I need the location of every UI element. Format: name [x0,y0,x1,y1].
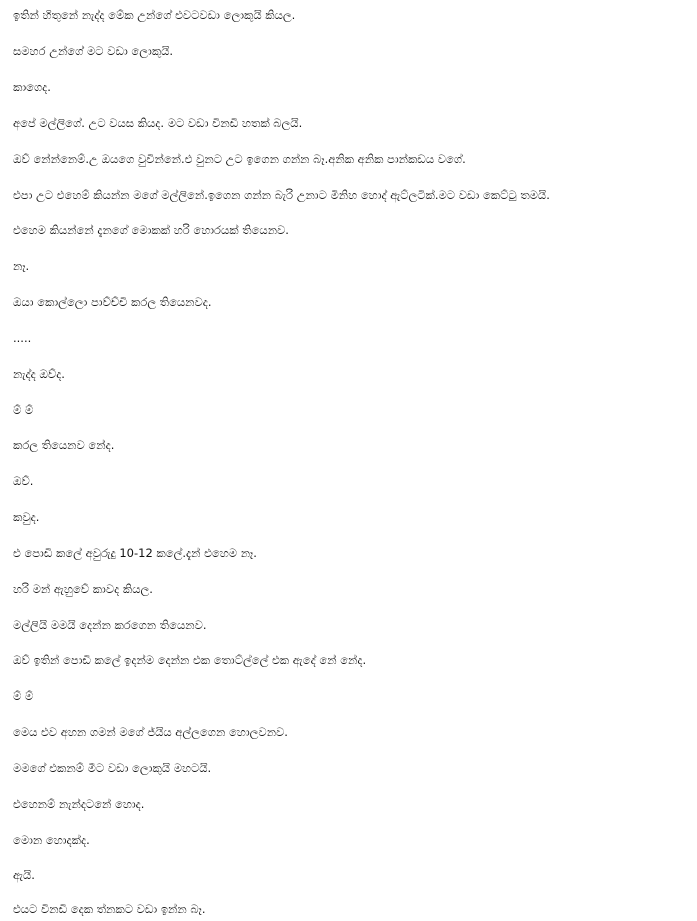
text-line: මල්ලියි මමයි දෙන්න කරගෙන තියෙනව. [13,618,207,632]
text-line: මෙය එව අහන ගමන් මගේ ජ්යිය අල්ලගෙන හොලවනව. [13,725,288,739]
text-line: කාගෙද. [13,80,51,94]
text-line: අපේ මල්ලිගේ. උට වයස කියද. මට වඩා විනඩි හතක් බලයි. [13,116,303,130]
text-line: ඔව් ඉතින් පොඩි කලේ ඉදන්ම දෙන්න එක තොට්ල්ලේ එක ඇදේ නේ නේද. [13,653,367,667]
text-line: ඔව් නේන්නෙම්.උ ඔයගෙ වුවින්නේ.එ වුනට උට ඉගෙන ගන්න බෑ.අනික අනික පාන්කඩය වගේ. [13,152,466,166]
text-line: එයට විනඩි දෙක ත්නකට වඩා ඉන්න බෑ. [13,902,206,916]
text-line: නැද්ද ඔව්ද. [13,367,65,381]
text-line: එපා උට එහෙම් කියන්න මගේ මල්ලිනේ.ඉගෙන ගන්න බැරි උනාට මිනිහ හොද් ඇට්ලටික්.මට වඩා කෙට්ටු තමයි. [13,188,550,202]
text-line: ..... [13,331,32,345]
text-line: ඔව්. [13,474,34,488]
text-line: එ පොඩි කලේ අවුරුදු 10-12 කලේ.දැන් එහෙම නෑ. [13,546,257,560]
text-line: ඉතින් හිතුනේ නැද්ද මේක උන්ගේ එවටවඩා ලොකුයි කියල. [13,8,296,22]
text-line: හරි මන් ඇහුවේ කාවද කියල. [13,582,153,596]
text-line: ඇයි. [13,868,35,882]
text-line: ඔයා කොල්ලො පාව්ච්චි කරල තියෙනවද. [13,295,212,309]
text-line: කවුද. [13,510,40,524]
text-line: එහෙම කියන්නේ දැනගේ මොකක් හරි හොරයක් තියෙනව. [13,223,289,237]
text-line: සමහර උන්ගේ මට වඩා ලොකුයි. [13,44,174,58]
text-line: එහෙනම් නැන්දටනේ හොද. [13,797,145,811]
text-line: කරල තියෙනව නේද. [13,438,115,452]
text-line: ම් ම් [13,403,34,417]
text-line: මොන හොදක්ද. [13,833,90,847]
text-line: නෑ. [13,259,30,273]
text-line: මමගේ එකනම් මීට වඩා ලොකුයි මහටයි. [13,761,212,775]
text-line: ම් ම් [13,689,34,703]
